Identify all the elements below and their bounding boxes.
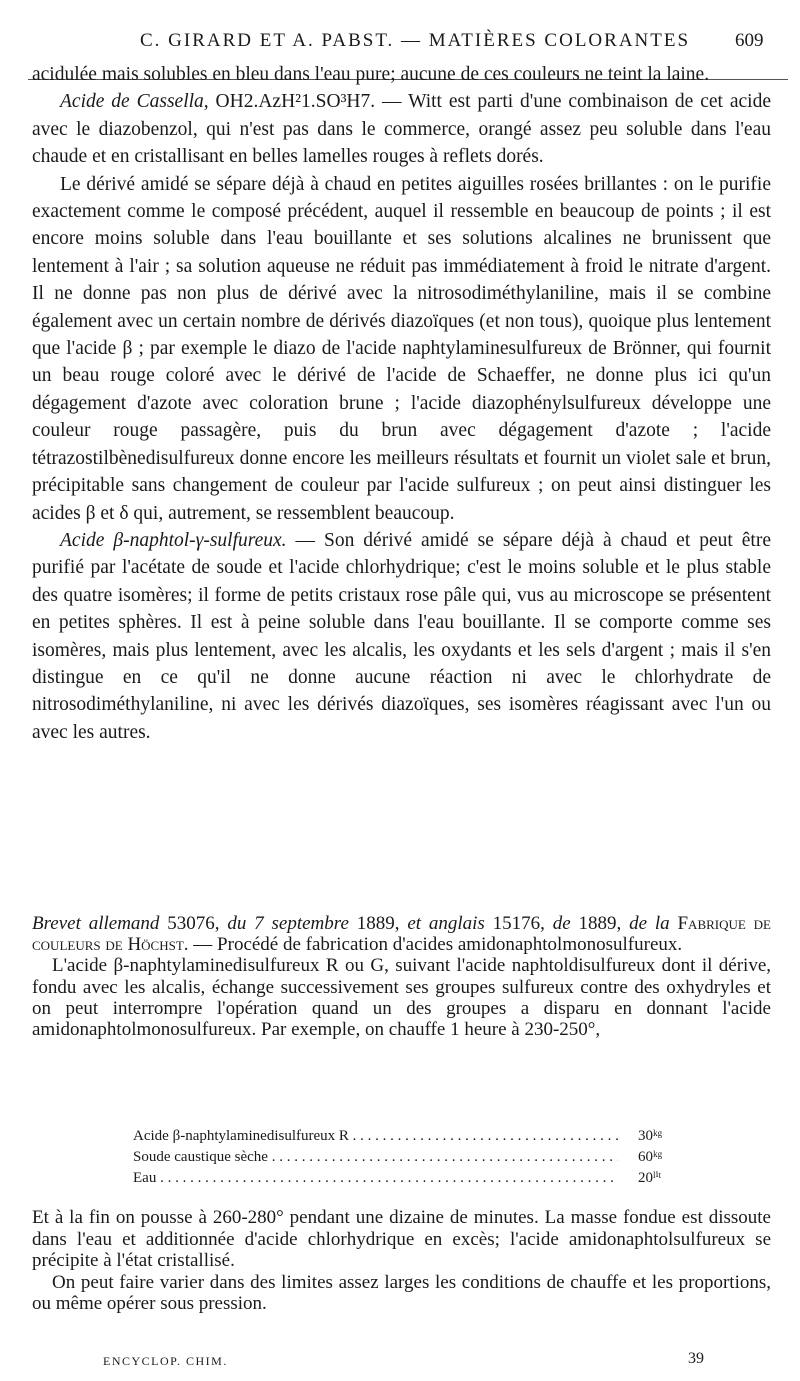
anglais-year: 1889, bbox=[570, 913, 630, 934]
signature-mark: ENCYCLOP. CHIM. bbox=[103, 1354, 228, 1368]
paragraph-text: — Son dérivé amidé se sépare déjà à chaud et peut être purifié par l'acétate de soude et l'acide chlorhydrique; c'est le moins soluble et le plus stable des quatre isomères; il forme de petits cristaux rose pâle qui, vus au microscope se présentent en petites sphères. Il est à peine soluble dans l'eau bouillante. Il se comporte comme ses isomères, mais plus lentement, avec les alcalis, les oxydants et les sels d'argent ; mais il s'en distingue en ce qu'il ne donne aucune réaction ni avec le chlorhydrate de nitrosodiméthylaniline, ni avec les dérivés diazoïques, ses isomères réagissant avec l'un ou avec les autres. bbox=[32, 529, 771, 743]
recipe-table bbox=[133, 1126, 673, 1189]
brevet-date: du 7 septembre bbox=[227, 913, 349, 934]
recipe-quantity: 20ˡⁱᵗ bbox=[638, 1170, 662, 1186]
fabrique-name: Fabrique de couleurs de Höchst. bbox=[32, 913, 771, 956]
paragraph-derive-amide: Le dérivé amidé se sépare déjà à chaud en petites aiguilles rosées brillantes : on le purifie exactement comme le composé précédent, auquel il ressemble en beaucoup de points ; il est encore moins soluble dans l'eau bouillante et ses solutions alcalines ne brunissent que lentement à l'air ; sa solution aqueuse ne réduit pas immédiatement à froid le nitrate d'argent. Il ne donne pas non plus de dérivé avec la nitrosodiméthylaniline, mais il se combine également avec un certain nombre de dérivés diazoïques (et non tous), quoique plus lentement que l'acide β ; par exemple le diazo de l'acide naphtylaminesulfureux de Brönner, qui fournit un beau rouge coloré avec le dérivé de l'acide de Schaeffer, ne donne plus ici qu'un dégagement d'azote avec coloration brune ; l'acide diazophénylsulfureux développe une couleur rouge passagère, puis du brun avec dégagement d'azote ; l'acide tétrazostilbènedisulfureux donne encore les meilleurs résultats et fournit un violet sale et brun, précipitable sans changement de couleur par l'acide sulfureux ; on peut ainsi distinguer les acides β et δ qui, autrement, se ressemblent beaucoup. bbox=[32, 173, 771, 524]
brevet-year: 1889, bbox=[348, 913, 408, 934]
recipe-quantity: 60ᵏᵍ bbox=[638, 1149, 663, 1165]
page-footer bbox=[0, 1350, 800, 1376]
page-number: 609 bbox=[735, 30, 764, 51]
closing-paragraph: On peut faire varier dans des limites assez larges les conditions de chauffe et les proportions, ou même opérer sous pression. bbox=[32, 1271, 771, 1315]
procede-title: — Procédé de fabrication d'acides amidonaphtolmonosulfureux. bbox=[188, 934, 683, 956]
paragraph-acide-cassella bbox=[32, 88, 771, 170]
recipe-ingredient: Acide β-naphtylaminedisulfureux R . . . bbox=[133, 1126, 618, 1147]
paragraph-naphtol-gamma bbox=[32, 527, 771, 746]
recipe-ingredient: Soude caustique sèche . . . bbox=[133, 1147, 618, 1168]
recipe-quantity: 30ᵏᵍ bbox=[638, 1128, 663, 1144]
anglais-number: 15176, bbox=[484, 913, 553, 934]
brevet-label: Brevet allemand bbox=[32, 913, 160, 934]
et-anglais: et anglais bbox=[407, 913, 485, 934]
sheet-number: 39 bbox=[688, 1350, 704, 1367]
patent-reference bbox=[32, 913, 771, 955]
recipe-ingredient: Eau . . . bbox=[133, 1168, 618, 1189]
patent-section bbox=[32, 913, 771, 1040]
closing-section bbox=[32, 1207, 771, 1315]
closing-paragraph: Et à la fin on pousse à 260-280° pendant une dizaine de minutes. La masse fondue est dissoute dans l'eau et additionnée d'acide chlorhydrique en excès; l'acide amidonaphtolsulfureux se précipite à l'état cristallisé. bbox=[32, 1207, 771, 1272]
patent-paragraph: L'acide β-naphtylaminedisulfureux R ou G, suivant l'acide naphtoldisulfureux dont il dérive, fondu avec les alcalis, échange successivement ses groupes sulfureux contre des oxhydryles et on peut interrompre l'opération quand un des groupes a disparu en donnant l'acide amidonaphtolmonosulfureux. Par exemple, on chauffe 1 heure à 230-250°, bbox=[32, 955, 771, 1041]
recipe-row bbox=[133, 1126, 673, 1147]
page-header bbox=[0, 24, 800, 58]
brevet-number: 53076, bbox=[159, 913, 228, 934]
de-la-word: de la bbox=[629, 913, 670, 934]
running-title: C. GIRARD ET A. PABST. — MATIÈRES COLORANTES bbox=[140, 30, 691, 51]
paragraph-continuation: acidulée mais solubles en bleu dans l'eau pure; aucune de ces couleurs ne teint la laine. bbox=[32, 64, 710, 85]
section-label: Acide β-naphtol-γ-sulfureux. bbox=[60, 529, 287, 551]
chemical-formula: OH2.AzH²1.SO³H7. bbox=[208, 91, 383, 113]
recipe-row bbox=[133, 1168, 673, 1189]
de-word: de bbox=[552, 913, 571, 934]
main-text bbox=[32, 61, 771, 746]
section-label: Acide de Cassella, bbox=[60, 91, 209, 113]
recipe-row bbox=[133, 1147, 673, 1168]
paragraph-text: — Witt est parti d'une combinaison de cet acide avec le diazobenzol, qui n'est pas dans le commerce, orangé assez peu soluble dans l'eau chaude et en cristallisant en belles lamelles rouges à reflets dorés. bbox=[32, 91, 772, 168]
